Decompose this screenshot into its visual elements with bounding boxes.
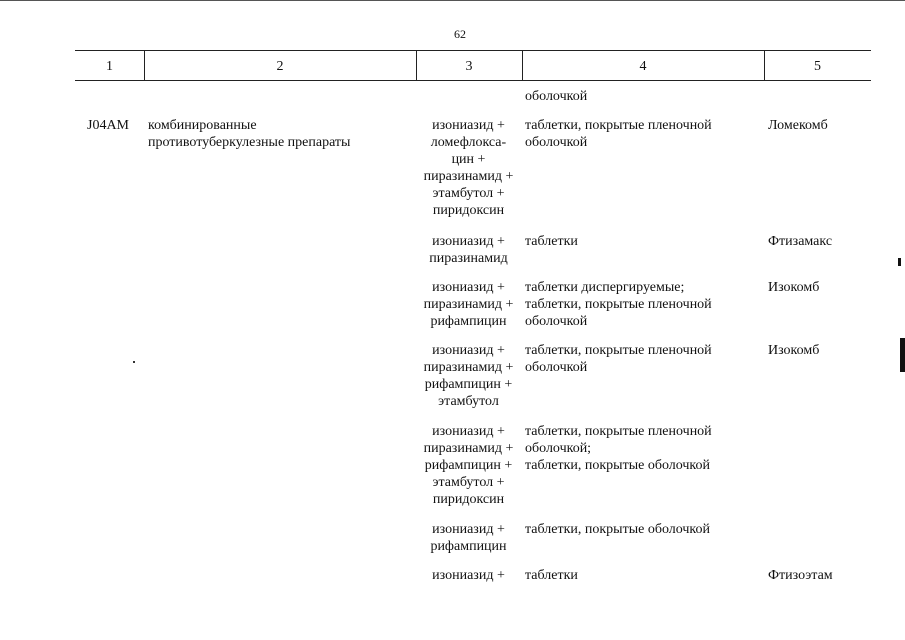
column-header-1: 1 <box>106 59 113 74</box>
scan-edge-mark <box>898 258 901 266</box>
table-row-dosage-form: таблетки, покрытые пленочной оболочкой <box>525 343 712 375</box>
table-row-dosage-form: таблетки, покрытые оболочкой <box>525 522 711 537</box>
table-row-substance: изониазид + <box>432 568 505 583</box>
table-row-substance: изониазид + пиразинамид + рифампицин + этамбутол <box>423 343 514 409</box>
scan-edge-mark <box>900 338 905 372</box>
atc-code: J04AM <box>87 118 130 133</box>
table-row-dosage-form: таблетки <box>525 568 578 583</box>
atc-group-name: комбинированные противотуберкулезные препараты <box>148 118 351 150</box>
table-row-substance: изониазид + ломефлокса- цин + пиразинамид + этамбутол + пиридоксин <box>423 118 514 218</box>
page-number: 62 <box>454 27 466 41</box>
column-header-4: 4 <box>639 59 647 74</box>
column-header-5: 5 <box>814 59 821 74</box>
table-row-dosage-form: таблетки диспергируемые; таблетки, покрытые пленочной оболочкой <box>525 280 712 329</box>
table-row-substance: изониазид + пиразинамид + рифампицин <box>423 280 514 329</box>
column-header-3: 3 <box>465 59 473 74</box>
table-row-trade-name: Ломекомб <box>768 118 828 133</box>
table-row-trade-name: Фтизоэтам <box>768 568 833 583</box>
scan-speck <box>133 361 135 363</box>
column-header-2: 2 <box>276 59 284 74</box>
table-header-bottom-border <box>75 80 871 81</box>
scan-top-edge <box>0 0 905 1</box>
table-row-substance: изониазид + пиразинамид <box>429 234 508 266</box>
table-row-trade-name: Изокомб <box>768 343 820 358</box>
table-header-top-border <box>75 50 871 51</box>
table-row-substance: изониазид + пиразинамид + рифампицин + этамбутол + пиридоксин <box>423 424 514 507</box>
table-row-dosage-form: таблетки, покрытые пленочной оболочкой <box>525 118 712 150</box>
table-row-trade-name: Изокомб <box>768 280 820 295</box>
table-row-substance: изониазид + рифампицин <box>430 522 507 554</box>
table-row-trade-name: Фтизамакс <box>768 234 833 249</box>
continuation-dosage-form: оболочкой <box>525 89 588 104</box>
table-row-dosage-form: таблетки <box>525 234 578 249</box>
table-row-dosage-form: таблетки, покрытые пленочной оболочкой; таблетки, покрытые оболочкой <box>525 424 712 473</box>
